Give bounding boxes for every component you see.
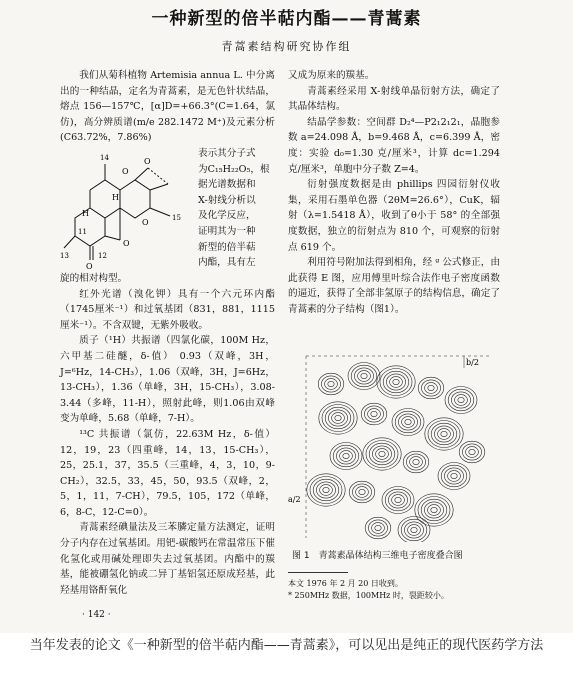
density-contour-57 [369,443,395,465]
density-contour-58 [366,441,398,468]
density-contour-82 [385,489,411,511]
density-contour-61 [410,457,423,468]
web-caption: 当年发表的论文《一种新型的倍半萜内酯——青蒿素》，可以见出是纯正的现代医药学方法 [29,638,544,653]
density-contour-4 [361,373,367,378]
density-contour-12 [383,371,409,393]
paragraph-end: 旋的相对构型。 [60,272,128,284]
wrap-line-1: 表示其分子式 [198,147,256,159]
density-contour-35 [402,417,415,428]
density-contour-13 [380,369,412,396]
density-contour-68 [438,463,470,490]
right-paragraph-1: 青蒿素经采用 X-射线单晶衍射方法，确定了其晶体结构。 [288,85,500,113]
density-contour-19 [458,397,464,402]
carbon-number-11: 11 [78,228,87,236]
density-contour-72 [313,479,339,501]
density-contour-63 [403,451,429,473]
diffraction-paragraph: 衍射强度数据是由 phillips 四园衍射仪收集，采用石墨单色器（2θM=26.6°），CuK，辐射（λ=1.5418 Å），收到了θ小于 58° 的全部强度数据，独立的衍射点为 810 个，可观察的衍射点 619 个。 [288,179,500,253]
density-contour-16 [425,383,438,394]
chemistry-paragraph: 青蒿素经碘量法及三苯膦定量方法测定，证明分子内存在过氧基团。用钯-碳酸钙在常温常压下催化氢化或用碱处理即失去过氧基团。内酯中的羰基，能被硼氢化钠或二异丁基铝氢还原成羟基，此羟基用铬酐氧化 [60,522,275,596]
structure-solution-paragraph: 利用符号附加法得到相角，经 ᵍ 公式修正，由此获得 E 图，应用傅里叶综合法作电子密度函数的逼近，获得了全部非氢原子的结构信息，确定了青蒿素的分子结构（图1）。 [288,257,500,315]
density-contour-37 [395,411,421,433]
footnote [288,578,498,602]
carbon-number-13: 13 [60,252,69,260]
density-contour-22 [448,389,474,411]
density-contour-25 [332,413,345,424]
page-number: · 142 · [82,610,111,620]
carbon-number-12: 12 [98,252,107,260]
density-contour-46 [466,447,479,458]
density-contour-95 [408,525,421,536]
wrap-line-2: 为C₁₅H₂₂O₅，根 [198,163,270,175]
oxygen-label-1: O [122,167,129,176]
wrap-line-5: 及化学反应， [198,210,256,222]
wrap-line-3: 据光谱数据和 [198,179,256,191]
density-contour-50 [340,451,353,462]
density-contour-23 [445,387,477,414]
density-contour-15 [428,385,434,390]
density-contour-83 [382,487,414,514]
molecular-structure [60,150,195,273]
left-column [60,68,275,598]
carbon-number-14: 14 [100,154,109,162]
density-contour-91 [372,523,385,534]
density-contour-39 [441,431,447,436]
axis-label-a2: a/2 [288,495,301,504]
oxygen-label-2: O [144,157,151,166]
density-contour-7 [351,365,377,387]
wrap-line-7: 新型的倍半萜 [198,241,256,253]
density-contour-73 [310,477,342,504]
density-contour-75 [359,489,365,494]
density-contour-43 [428,421,460,448]
density-contour-34 [405,419,411,424]
density-contour-10 [390,377,403,388]
density-contour-27 [325,407,351,429]
density-contour-65 [448,471,461,482]
density-contour-80 [392,495,405,506]
density-contour-97 [401,519,427,541]
density-contour-3 [318,373,344,395]
density-contour-48 [459,441,485,463]
crystal-params-paragraph: 结晶学参数：空间群 D₂⁴—P2₁2₁2₁，晶胞参数 a=24.098 Å，b=9.468 Å，c=6.399 Å，密度：实验 d₀=1.30 克/厘米³，计算 dc=1.294 克/厘米³，单胞中分子数 Z=4。 [288,116,500,175]
density-contour-79 [395,497,401,502]
density-contour-30 [371,411,377,416]
density-contour-14 [377,366,415,398]
density-contour-76 [356,487,369,498]
oxygen-label-4: O [86,262,93,271]
density-contour-89 [415,494,453,526]
density-contour-28 [322,405,354,432]
electron-density-map [286,352,500,542]
hydrogen-label-2: H [82,209,89,218]
density-contour-0 [328,381,334,386]
cnmr-paragraph: ¹³C 共振谱（氯仿，22.63M Hz，δ-值）12，19，23（四重峰，14，13，15-CH₃），25，25.1，37，35.5（三重峰，4，3，10，9-CH₂），32.5，33，45，50，93.5（双峰，2，5，1，11，7-CH），79.5，105，172（单峰，6，8-C，12-C=0）。 [60,428,275,518]
density-contour-29 [319,402,357,434]
density-contour-74 [307,474,345,506]
density-contour-42 [431,423,457,445]
right-paragraph-0: 又成为原来的羰基。 [288,70,375,81]
density-contour-24 [335,415,341,420]
carbon-number-15: 15 [172,214,181,222]
density-contour-59 [363,438,401,470]
figure-caption: 图 1 青蒿素晶体结构三维电子密度叠合图 [292,551,463,561]
density-contour-9 [393,379,399,384]
density-contour-45 [469,449,475,454]
density-contour-90 [375,525,381,530]
oxygen-label-5: O [123,239,130,248]
density-contour-53 [330,443,362,470]
density-contour-5 [358,371,371,382]
density-contour-55 [376,449,389,460]
density-contour-20 [455,395,468,406]
density-contour-84 [431,507,437,512]
axis-label-b2: b/2 [466,358,479,367]
density-contour-78 [349,481,375,503]
density-contour-93 [365,517,391,539]
wrap-line-4: X-射线分析以 [198,194,256,206]
electron-density-figure [286,352,500,542]
footnote-rule [288,572,348,573]
density-contour-44 [425,418,463,450]
paper-author: 青蒿素结构研究协作组 [221,40,352,53]
right-column [288,68,500,318]
density-contour-54 [379,451,385,456]
density-contour-69 [323,487,329,492]
density-contour-67 [441,465,467,487]
density-contour-33 [361,403,387,425]
oxygen-label-3: O [142,218,149,227]
density-contour-64 [451,473,457,478]
density-contour-1 [325,379,338,390]
density-contour-18 [418,377,444,399]
density-contour-49 [343,453,349,458]
density-contour-87 [421,499,447,521]
hydrogen-label-1: H [112,193,119,202]
ir-paragraph: 红外光谱（溴化钾）具有一个六元环内酯（1745厘米⁻¹）和过氧基团（831，881，1115 厘米⁻¹）。不含双键，无紫外吸收。 [60,288,275,331]
wrap-line-8: 内酯，具有左 [198,257,256,269]
density-contour-88 [418,497,450,524]
density-contour-60 [413,459,419,464]
wrap-line-6: 证明其为一种 [198,225,256,237]
footnote-nmr: * 250MHz 数据，100MHz 时，裂距较小。 [288,591,449,600]
density-contour-8 [348,363,380,390]
paper-title: 一种新型的倍半萜内酯——青蒿素 [151,9,422,29]
hnmr-paragraph: 质子（¹H）共振谱（四氯化碳，100M Hz，六甲基二硅醚，δ-值） 0.93（双峰，3H，J=⁶Hz，14-CH₃），1.06（双峰，3H，J=6Hz，13-CH₃），1.36（单峰，3H，15-CH₃），3.08-3.44（多峰，11-H），照射此峰，则1.06由双峰变为单峰，5.68（单峰，7-H）。 [60,335,275,425]
artemisinin-structure-drawing [60,150,195,273]
density-contour-52 [333,445,359,467]
density-contour-38 [392,409,424,436]
density-contour-31 [368,409,381,420]
density-contour-94 [411,527,417,532]
density-contour-85 [428,505,441,516]
density-contour-70 [320,485,333,496]
intro-paragraph: 我们从菊科植物 Artemisia annua L. 中分离出的一种结晶，定名为青蒿素，是无色针状结晶，熔点 156—157℃，[α]D=+66.3°(C=1.64，氯仿)，高分辨质谱(m/e 282.1472 M⁺)及元素分析(C63.72%，7.86%) [60,70,275,144]
density-contour-40 [438,429,451,440]
footnote-received: 本文 1976 年 2 月 20 日收到。 [288,579,403,588]
